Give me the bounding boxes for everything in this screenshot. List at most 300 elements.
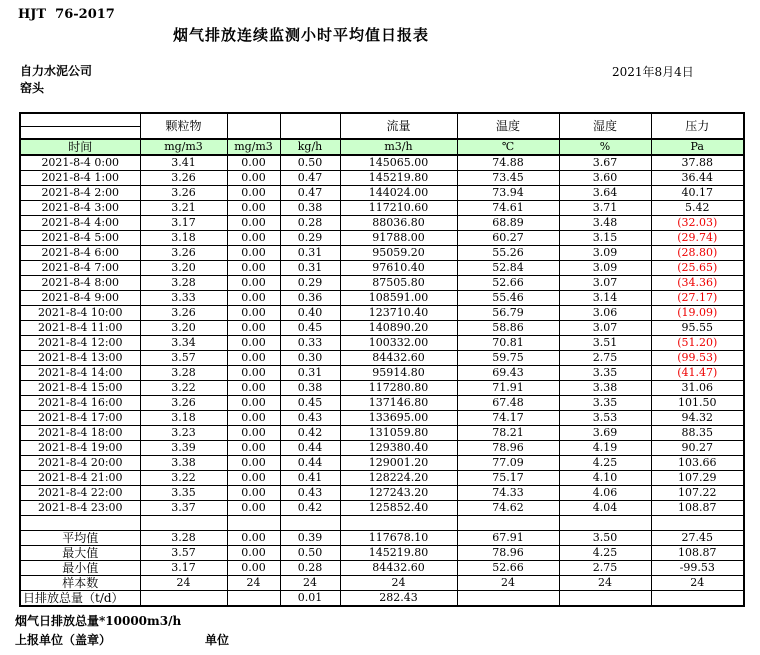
summary-value-cell [140,591,227,607]
value-cell: 128224.20 [340,471,457,486]
value-cell: 3.35 [559,396,651,411]
value-cell: 3.09 [559,261,651,276]
summary-value-cell: 24 [340,576,457,591]
header-group-cell: 湿度 [559,113,651,139]
summary-value-cell: 3.57 [140,546,227,561]
time-cell: 2021-8-4 0:00 [20,155,140,171]
value-cell: 5.42 [651,201,744,216]
summary-value-cell: 0.00 [227,561,280,576]
standard-code: HJT 76-2017 [18,7,115,22]
summary-value-cell: 78.96 [457,546,559,561]
time-cell: 2021-8-4 12:00 [20,336,140,351]
value-cell: 140890.20 [340,321,457,336]
value-cell: 4.10 [559,471,651,486]
value-cell: 3.69 [559,426,651,441]
empty-cell [457,516,559,531]
value-cell: 0.00 [227,155,280,171]
value-cell: 74.33 [457,486,559,501]
value-cell: (19.09) [651,306,744,321]
time-cell: 2021-8-4 19:00 [20,441,140,456]
summary-value-cell [559,591,651,607]
value-cell: 73.45 [457,171,559,186]
value-cell: 3.07 [559,321,651,336]
value-cell: 3.09 [559,246,651,261]
summary-value-cell: 282.43 [340,591,457,607]
value-cell: 123710.40 [340,306,457,321]
summary-value-cell: 2.75 [559,561,651,576]
value-cell: 100332.00 [340,336,457,351]
time-cell: 2021-8-4 23:00 [20,501,140,516]
value-cell: 0.00 [227,171,280,186]
table-row [20,216,744,231]
value-cell: 0.00 [227,336,280,351]
table-row [20,246,744,261]
value-cell: 0.30 [280,351,340,366]
value-cell: 0.00 [227,471,280,486]
value-cell: 0.29 [280,276,340,291]
summary-label-cell: 平均值 [20,531,140,546]
value-cell: (27.17) [651,291,744,306]
summary-value-cell: 24 [651,576,744,591]
time-cell: 2021-8-4 18:00 [20,426,140,441]
value-cell: 88.35 [651,426,744,441]
summary-value-cell: 145219.80 [340,546,457,561]
value-cell: (51.20) [651,336,744,351]
value-cell: 3.35 [140,486,227,501]
value-cell: 0.38 [280,201,340,216]
reporting-unit-stamp-label: 上报单位（盖章） [15,633,112,647]
value-cell: 84432.60 [340,351,457,366]
page-title: 烟气排放连续监测小时平均值日报表 [172,26,429,44]
time-cell: 2021-8-4 20:00 [20,456,140,471]
value-cell: 0.45 [280,321,340,336]
value-cell: 125852.40 [340,501,457,516]
value-cell: 0.38 [280,381,340,396]
time-cell: 2021-8-4 10:00 [20,306,140,321]
value-cell: 0.42 [280,426,340,441]
value-cell: 0.29 [280,231,340,246]
summary-value-cell: 52.66 [457,561,559,576]
value-cell: 0.00 [227,216,280,231]
table-row [20,441,744,456]
corner-cell-top [20,113,140,126]
value-cell: 37.88 [651,155,744,171]
value-cell: 78.96 [457,441,559,456]
value-cell: 78.21 [457,426,559,441]
unit-cell: m3/h [340,139,457,155]
summary-value-cell: 24 [559,576,651,591]
unit-cell: % [559,139,651,155]
value-cell: 0.00 [227,246,280,261]
value-cell: 60.27 [457,231,559,246]
unit-cell: Pa [651,139,744,155]
header-group-cell: 温度 [457,113,559,139]
value-cell: 36.44 [651,171,744,186]
summary-label-cell: 样本数 [20,576,140,591]
value-cell: (32.03) [651,216,744,231]
value-cell: 117210.60 [340,201,457,216]
value-cell: 0.40 [280,306,340,321]
value-cell: 55.46 [457,291,559,306]
value-cell: 0.00 [227,396,280,411]
value-cell: (34.36) [651,276,744,291]
value-cell: 0.00 [227,201,280,216]
value-cell: 0.31 [280,261,340,276]
value-cell: 0.00 [227,411,280,426]
header-row-units [20,139,744,155]
value-cell: 0.44 [280,441,340,456]
value-cell: 3.37 [140,501,227,516]
time-cell: 2021-8-4 6:00 [20,246,140,261]
value-cell: 95059.20 [340,246,457,261]
table-row [20,276,744,291]
company-name: 自力水泥公司 [20,64,93,78]
value-cell: 3.26 [140,171,227,186]
table-row [20,471,744,486]
time-cell: 2021-8-4 22:00 [20,486,140,501]
summary-label-cell: 日排放总量（t/d） [20,591,140,607]
table-body [20,155,744,606]
time-cell: 2021-8-4 4:00 [20,216,140,231]
table-row [20,171,744,186]
report-date: 2021年8月4日 [612,65,694,79]
value-cell: 127243.20 [340,486,457,501]
value-cell: 3.22 [140,471,227,486]
value-cell: 52.84 [457,261,559,276]
summary-value-cell: 4.25 [559,546,651,561]
time-cell: 2021-8-4 16:00 [20,396,140,411]
table-row [20,291,744,306]
summary-value-cell: 24 [457,576,559,591]
value-cell: 0.43 [280,486,340,501]
summary-value-cell: 117678.10 [340,531,457,546]
value-cell: 2.75 [559,351,651,366]
value-cell: 107.22 [651,486,744,501]
table-row [20,456,744,471]
value-cell: 0.00 [227,306,280,321]
summary-value-cell: 0.39 [280,531,340,546]
table-row [20,336,744,351]
value-cell: 0.47 [280,171,340,186]
time-cell: 2021-8-4 1:00 [20,171,140,186]
value-cell: 131059.80 [340,426,457,441]
unit-cell: ℃ [457,139,559,155]
value-cell: 0.00 [227,291,280,306]
value-cell: 90.27 [651,441,744,456]
summary-label-cell: 最大值 [20,546,140,561]
time-cell: 2021-8-4 2:00 [20,186,140,201]
value-cell: (41.47) [651,366,744,381]
time-cell: 2021-8-4 17:00 [20,411,140,426]
header-group-cell [280,113,340,139]
value-cell: 88036.80 [340,216,457,231]
value-cell: 67.48 [457,396,559,411]
value-cell: 108591.00 [340,291,457,306]
value-cell: 0.28 [280,216,340,231]
summary-value-cell: 84432.60 [340,561,457,576]
value-cell: 3.26 [140,306,227,321]
table-row [20,381,744,396]
summary-value-cell: 3.28 [140,531,227,546]
value-cell: 137146.80 [340,396,457,411]
value-cell: 59.75 [457,351,559,366]
value-cell: 74.62 [457,501,559,516]
table-row [20,486,744,501]
summary-value-cell: 0.00 [227,546,280,561]
table-row [20,201,744,216]
value-cell: 3.18 [140,231,227,246]
value-cell: 3.38 [140,456,227,471]
value-cell: 0.31 [280,366,340,381]
summary-value-cell: -99.53 [651,561,744,576]
value-cell: 117280.80 [340,381,457,396]
value-cell: 94.32 [651,411,744,426]
time-header-cell: 时间 [20,139,140,155]
value-cell: 145065.00 [340,155,457,171]
value-cell: 144024.00 [340,186,457,201]
value-cell: 103.66 [651,456,744,471]
time-cell: 2021-8-4 21:00 [20,471,140,486]
value-cell: 71.91 [457,381,559,396]
summary-value-cell: 0.00 [227,531,280,546]
time-cell: 2021-8-4 15:00 [20,381,140,396]
value-cell: 3.28 [140,366,227,381]
summary-value-cell: 24 [227,576,280,591]
value-cell: 4.06 [559,486,651,501]
summary-value-cell: 67.91 [457,531,559,546]
table-row [20,231,744,246]
unit-cell: kg/h [280,139,340,155]
summary-value-cell: 108.87 [651,546,744,561]
value-cell: 0.00 [227,456,280,471]
table-row [20,155,744,171]
value-cell: 91788.00 [340,231,457,246]
summary-row [20,561,744,576]
value-cell: 3.26 [140,246,227,261]
value-cell: 0.00 [227,261,280,276]
value-cell: (29.74) [651,231,744,246]
summary-value-cell: 0.28 [280,561,340,576]
value-cell: 52.66 [457,276,559,291]
summary-value-cell: 24 [140,576,227,591]
value-cell: 0.41 [280,471,340,486]
value-cell: 129001.20 [340,456,457,471]
value-cell: 97610.40 [340,261,457,276]
corner-cell-bottom [20,126,140,139]
value-cell: 73.94 [457,186,559,201]
value-cell: 3.17 [140,216,227,231]
value-cell: 4.04 [559,501,651,516]
value-cell: 0.00 [227,441,280,456]
value-cell: (28.80) [651,246,744,261]
summary-row [20,546,744,561]
summary-value-cell: 0.01 [280,591,340,607]
value-cell: 0.00 [227,231,280,246]
time-cell: 2021-8-4 3:00 [20,201,140,216]
header-group-cell [227,113,280,139]
value-cell: 108.87 [651,501,744,516]
value-cell: 3.06 [559,306,651,321]
table-row [20,351,744,366]
unit-label: 单位 [205,633,230,647]
empty-cell [651,516,744,531]
table-row [20,366,744,381]
table-row [20,396,744,411]
value-cell: (99.53) [651,351,744,366]
time-cell: 2021-8-4 9:00 [20,291,140,306]
value-cell: 3.21 [140,201,227,216]
value-cell: 3.35 [559,366,651,381]
header-group-cell: 流量 [340,113,457,139]
table-row [20,426,744,441]
table-row [20,501,744,516]
value-cell: 0.00 [227,186,280,201]
value-cell: 3.20 [140,321,227,336]
spacer-row [20,516,744,531]
value-cell: 3.28 [140,276,227,291]
value-cell: 40.17 [651,186,744,201]
header-group-cell: 压力 [651,113,744,139]
value-cell: 0.00 [227,351,280,366]
value-cell: 3.41 [140,155,227,171]
value-cell: 75.17 [457,471,559,486]
summary-row [20,531,744,546]
empty-cell [559,516,651,531]
summary-row [20,591,744,607]
flow-total-note: 烟气日排放总量*10000m3/h [15,614,182,628]
value-cell: 58.86 [457,321,559,336]
value-cell: 3.67 [559,155,651,171]
unit-cell: mg/m3 [227,139,280,155]
value-cell: 87505.80 [340,276,457,291]
value-cell: 3.14 [559,291,651,306]
value-cell: 0.00 [227,276,280,291]
table-row [20,411,744,426]
summary-value-cell: 27.45 [651,531,744,546]
value-cell: 0.45 [280,396,340,411]
value-cell: 68.89 [457,216,559,231]
value-cell: 3.60 [559,171,651,186]
value-cell: 70.81 [457,336,559,351]
summary-value-cell: 3.17 [140,561,227,576]
value-cell: 3.18 [140,411,227,426]
value-cell: 3.34 [140,336,227,351]
value-cell: (25.65) [651,261,744,276]
value-cell: 0.00 [227,381,280,396]
value-cell: 3.38 [559,381,651,396]
value-cell: 95.55 [651,321,744,336]
table-row [20,306,744,321]
empty-cell [340,516,457,531]
value-cell: 0.44 [280,456,340,471]
summary-value-cell: 24 [280,576,340,591]
empty-cell [20,516,140,531]
value-cell: 0.00 [227,486,280,501]
value-cell: 0.47 [280,186,340,201]
value-cell: 55.26 [457,246,559,261]
value-cell: 74.61 [457,201,559,216]
value-cell: 56.79 [457,306,559,321]
value-cell: 101.50 [651,396,744,411]
value-cell: 0.00 [227,426,280,441]
monitoring-point-name: 窑头 [20,81,45,95]
unit-cell: mg/m3 [140,139,227,155]
time-cell: 2021-8-4 8:00 [20,276,140,291]
table-row [20,321,744,336]
value-cell: 3.57 [140,351,227,366]
value-cell: 133695.00 [340,411,457,426]
header-row-groups [20,113,744,126]
value-cell: 3.39 [140,441,227,456]
value-cell: 145219.80 [340,171,457,186]
time-cell: 2021-8-4 7:00 [20,261,140,276]
value-cell: 0.00 [227,366,280,381]
value-cell: 0.31 [280,246,340,261]
value-cell: 3.33 [140,291,227,306]
value-cell: 3.51 [559,336,651,351]
summary-row [20,576,744,591]
summary-value-cell [457,591,559,607]
table-row [20,261,744,276]
header-group-cell: 颗粒物 [140,113,227,139]
value-cell: 3.20 [140,261,227,276]
value-cell: 3.23 [140,426,227,441]
value-cell: 0.50 [280,155,340,171]
value-cell: 3.26 [140,396,227,411]
time-cell: 2021-8-4 11:00 [20,321,140,336]
value-cell: 107.29 [651,471,744,486]
value-cell: 74.17 [457,411,559,426]
value-cell: 77.09 [457,456,559,471]
value-cell: 31.06 [651,381,744,396]
value-cell: 0.00 [227,321,280,336]
summary-value-cell [227,591,280,607]
time-cell: 2021-8-4 14:00 [20,366,140,381]
empty-cell [227,516,280,531]
value-cell: 74.88 [457,155,559,171]
value-cell: 95914.80 [340,366,457,381]
value-cell: 0.42 [280,501,340,516]
time-cell: 2021-8-4 13:00 [20,351,140,366]
empty-cell [280,516,340,531]
value-cell: 0.36 [280,291,340,306]
value-cell: 3.22 [140,381,227,396]
time-cell: 2021-8-4 5:00 [20,231,140,246]
value-cell: 3.15 [559,231,651,246]
report-table [19,112,745,607]
table-row [20,186,744,201]
value-cell: 3.53 [559,411,651,426]
empty-cell [140,516,227,531]
summary-label-cell: 最小值 [20,561,140,576]
value-cell: 0.00 [227,501,280,516]
summary-value-cell: 3.50 [559,531,651,546]
value-cell: 3.48 [559,216,651,231]
value-cell: 3.26 [140,186,227,201]
table-header [20,113,744,155]
value-cell: 4.19 [559,441,651,456]
value-cell: 3.64 [559,186,651,201]
value-cell: 0.33 [280,336,340,351]
value-cell: 0.43 [280,411,340,426]
summary-value-cell [651,591,744,607]
value-cell: 69.43 [457,366,559,381]
value-cell: 3.07 [559,276,651,291]
value-cell: 4.25 [559,456,651,471]
summary-value-cell: 0.50 [280,546,340,561]
value-cell: 3.71 [559,201,651,216]
value-cell: 129380.40 [340,441,457,456]
